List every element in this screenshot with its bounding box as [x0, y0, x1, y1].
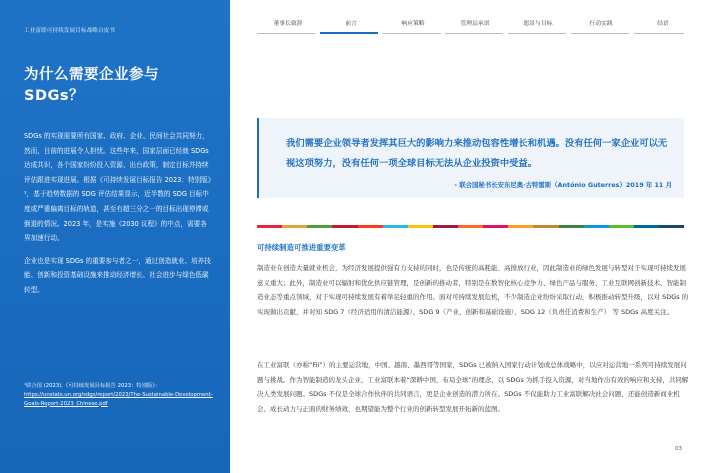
left-panel: [0, 0, 230, 473]
nav-item-management-commitment[interactable]: 管理层承诺: [460, 21, 490, 27]
quote-text: 我们需要企业领导者发挥其巨大的影响力来推动包容性增长和机遇。没有任何一家企业可以无视这项努力，没有任何一项全球目标无法从企业投资中受益。: [286, 138, 668, 169]
sdg-color-segment-9: [458, 225, 483, 228]
sdg-color-segment-14: [584, 225, 609, 228]
nav-underline: [571, 33, 629, 34]
page-number: 03: [675, 446, 682, 452]
sdg-color-segment-2: [282, 225, 307, 228]
nav-item-chairman-message[interactable]: 董事长致辞: [273, 21, 303, 27]
sdg-color-segment-10: [483, 225, 508, 228]
section-title: 为什么需要企业参与 SDGs？: [24, 67, 159, 104]
sdg-color-segment-11: [508, 225, 533, 228]
sdg-color-segment-8: [433, 225, 458, 228]
nav-item-foreword[interactable]: 前言: [345, 21, 357, 27]
nav-item-vision-goals[interactable]: 愿景与目标: [523, 21, 553, 27]
nav-item-action-practice[interactable]: 行动实践: [589, 21, 613, 27]
sdg-color-segment-17: [659, 225, 684, 228]
sdg-color-segment-5: [358, 225, 383, 228]
nav-underline: [508, 33, 566, 34]
business-role-paragraph: 企业也是实现 SDGs 的重要参与者之一，通过创造就业、培养技能、创新和投资基础设施来推动经济增长、社会进步与绿色低碳转型。: [24, 256, 211, 294]
nav-item-response-strategy[interactable]: 响应策略: [401, 21, 425, 27]
nav-underline-active: [320, 32, 378, 34]
nav-underline: [383, 33, 441, 34]
section-heading: 可持续制造可推进重要变革: [257, 243, 346, 252]
document-header-label: 工业富联可持续发展目标战略白皮书: [24, 28, 116, 34]
quote-source: - 联合国秘书长安东尼奥·古特雷斯（António Guterres）2019 年 11 月: [454, 181, 672, 189]
footnote-link[interactable]: https://unstats.un.org/sdgs/report/2023/The-Sustainable-Development-Goals-Report-2023_Chinese.pdf: [24, 391, 213, 407]
sdg-color-segment-1: [257, 225, 282, 228]
nav-item-conclusion[interactable]: 结语: [657, 21, 669, 27]
sdg-color-segment-15: [609, 225, 634, 228]
chapter-navigation: [257, 18, 684, 32]
body-paragraph-manufacturing: 制造业在创造大量就业机会，为经济发展提供强有力支持的同时，也是传统的高耗能、高排放行业，因此制造业的绿色发展与转型对于实现可持续发展意义重大；此外，制造业可以辐射和优化供应链管理，是创新的推动者，特别是在数智化核心竞争力、绿色产品与服务、工业互联网创新技术、智能制造业态等重点领域，对于实现可持续发展有着举足轻重的作用。面对可持续发展危机，不少制造企业纷纷采取行动，积极推动转型升级，以对 SDGs 的实现做出贡献，并对知 SDG 7（经济适用的清洁能源）、SDG 9（产业、创新和基础设施）、SDG 12（负责任消费和生产） 等 SDGs 高度关注。: [257, 264, 689, 316]
nav-underline: [634, 33, 684, 34]
intro-paragraph: SDGs 的实现需要所有国家、政府、企业、民间社会共同努力，然而，目前的进展令人担忧。这些年来，国家层面已经就 SDGs 达成共识，各个国家纷纷投入资源、出台政策，制定目标并持续评估跟进实现进展。根据《可持续发展目标报告 2023：特别版》¹，基于趋势数据的 SDG 评估结果显示，近半数的 SDG 目标中度或严重偏离目标的轨道，甚至有超三分之一的目标出现停滞或倒退的情况。2023 年，是实施《2030 议程》的中点，需要各界加速行动。: [24, 132, 212, 243]
sdg-color-segment-6: [383, 225, 408, 228]
body-paragraph-fii: 在工业富联（亦称“Fii”）的主要运营地，中国、越南、墨西哥等国家，SDGs 已被纳入国家行动计划或总体战略中，以应对运营地一系列可持续发展问题与挑战。作为智能制造的龙头企业，工业富联本着“深耕中国，布局全球”的理念，以 SDGs 为抓手投入资源，对当地作出有效的响应和支持，共同解决人类发展问题。SDGs 不仅是全球合作伙伴的共同语言，更是企业创造的潜力所在。SDGs 不仅能助力工业富联解决社会问题，还能创造新商业机会、成长动力与正面的财务绩效，也期望能为整个行业的创新转型发展开拓新的蓝图。: [257, 361, 689, 413]
sdg-color-bar: [257, 225, 684, 228]
nav-underline: [257, 33, 315, 34]
footnote: [24, 382, 216, 408]
sdg-color-segment-16: [634, 225, 659, 228]
sdg-color-segment-7: [408, 225, 433, 228]
sdg-color-segment-3: [307, 225, 332, 228]
nav-underline: [445, 33, 503, 34]
sdg-color-segment-12: [533, 225, 558, 228]
sdg-color-segment-13: [559, 225, 584, 228]
sdg-color-segment-4: [332, 225, 357, 228]
quote-box: [257, 118, 684, 198]
footnote-text: ¹联合国 (2023).《可持续发展目标报告 2023：特别版》：: [24, 383, 161, 389]
